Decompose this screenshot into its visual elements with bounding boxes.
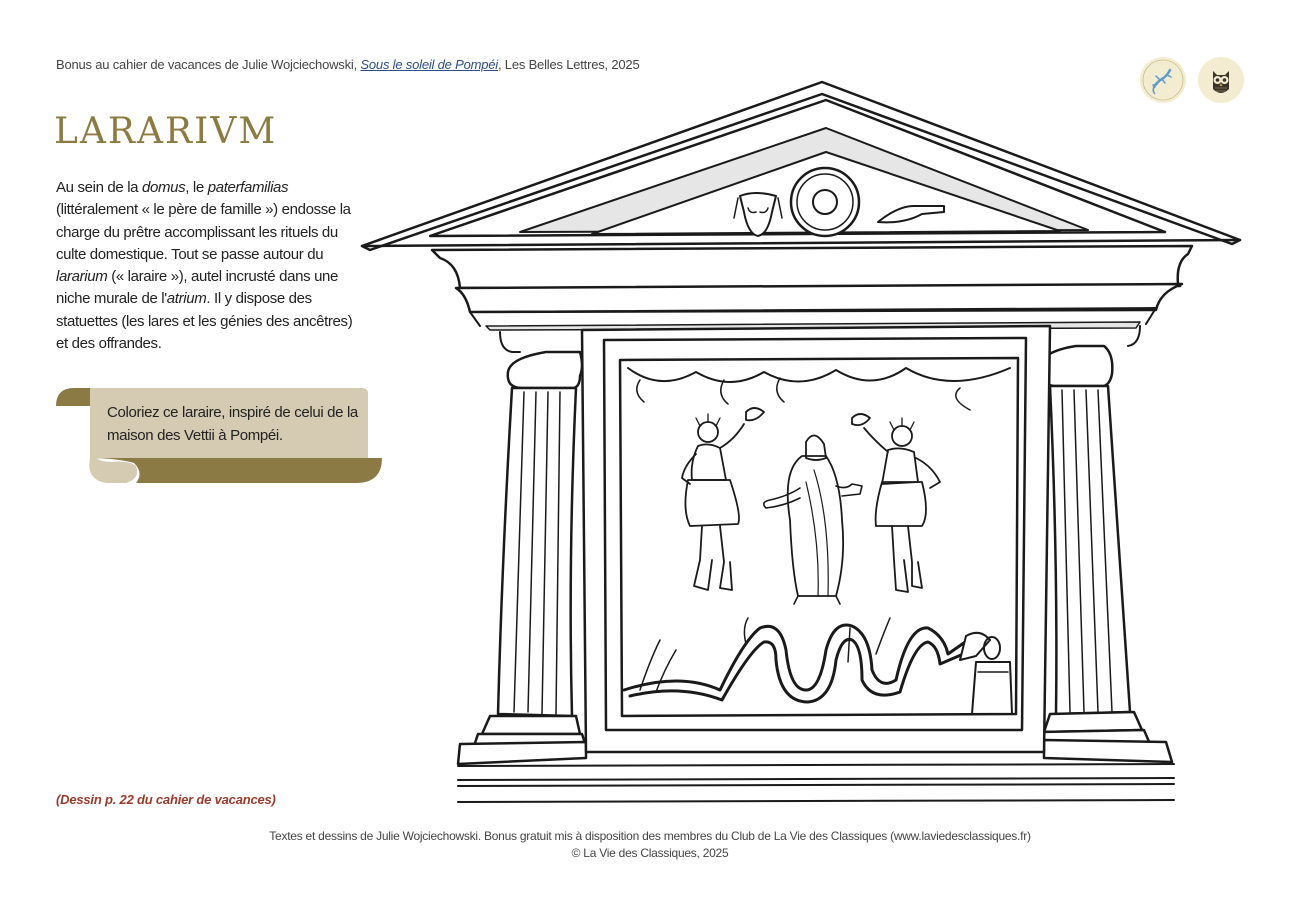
footer-copyright: © La Vie des Classiques, 2025	[571, 846, 729, 860]
intro-paragraph: Au sein de la domus, le paterfamilias (littéralement « le père de famille ») endosse la charge du prêtre accomplissant les rituels du culte domestique. Tout se passe autour du lararium (« laraire »), autel incrusté dans une niche murale de l'atrium. Il y dispose des statuettes (les lares et les génies des ancêtres) et des offrandes.	[56, 179, 353, 353]
term-paterfamilias: paterfamilias	[207, 179, 289, 196]
header-suffix: , Les Belles Lettres, 2025	[497, 57, 640, 72]
footer-credits: Textes et dessins de Julie Wojciechowski. Bonus gratuit mis à disposition des membres du Club de La Vie des Classiques (www.laviedesclassiques.fr)	[269, 829, 1031, 843]
term-lararium: lararium	[56, 268, 108, 286]
lararium-coloring-illustration	[355, 75, 1245, 810]
term-domus: domus	[142, 179, 186, 196]
banner-instruction: Coloriez ce laraire, inspiré de celui de la maison des Vettii à Pompéi.	[107, 404, 358, 444]
footer	[0, 828, 1300, 862]
header-credit	[56, 57, 640, 72]
book-title-link[interactable]: Sous le soleil de Pompéi	[360, 57, 498, 72]
drawing-page-note: (Dessin p. 22 du cahier de vacances)	[56, 792, 276, 807]
term-atrium: atrium	[166, 290, 207, 308]
page-title: LARARIVM	[54, 111, 278, 152]
header-prefix: Bonus au cahier de vacances de Julie Wojciechowski,	[56, 57, 361, 72]
